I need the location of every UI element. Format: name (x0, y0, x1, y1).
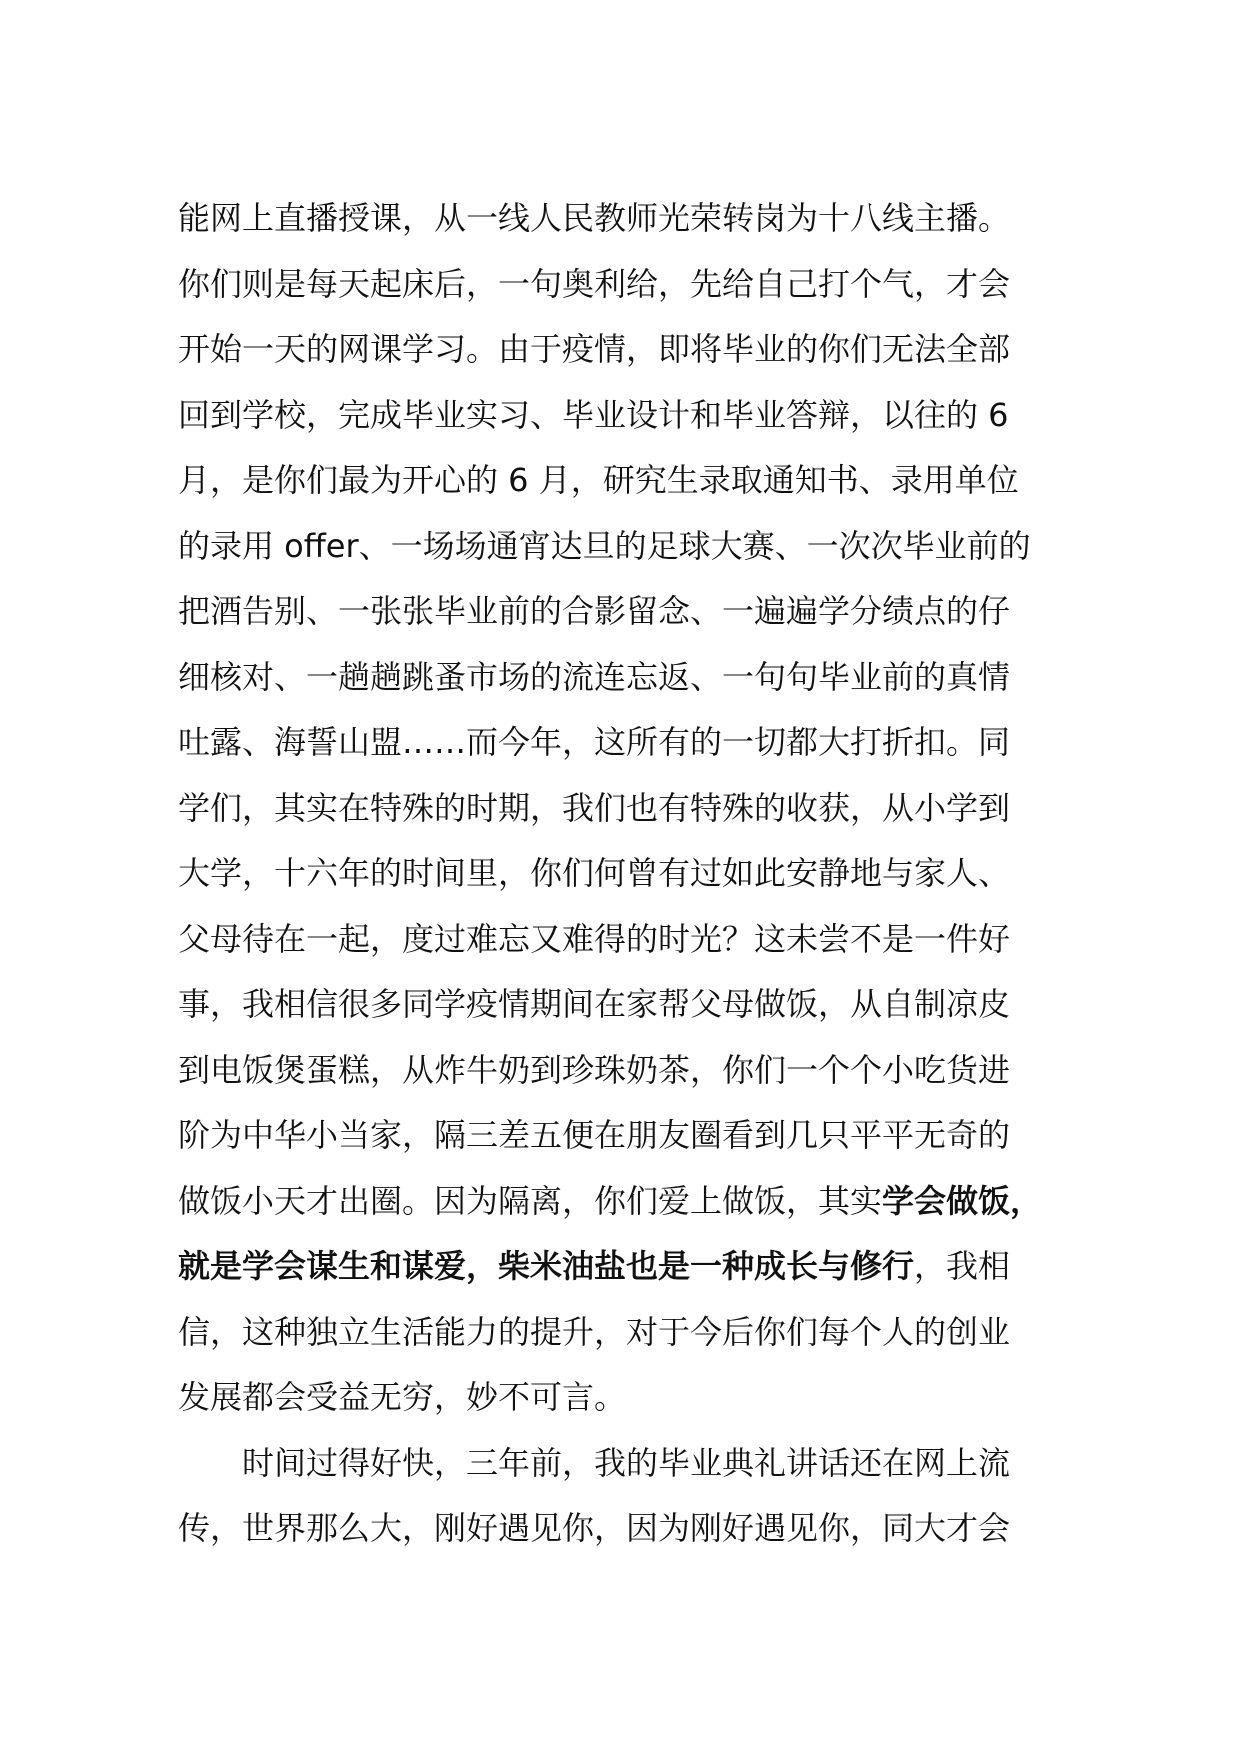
paragraph-line: 大学，十六年的时间里，你们何曾有过如此安静地与家人、 (178, 854, 1011, 892)
normal-text: ，我相 (914, 1247, 1011, 1285)
paragraph-line: 能网上直播授课，从一线人民教师光荣转岗为十八线主播。 (178, 199, 1011, 237)
paragraph-line: 学们，其实在特殊的时期，我们也有特殊的收获，从小学到 (178, 788, 1011, 827)
paragraph-line-mixed (178, 1234, 1098, 1300)
paragraph-line: 开始一天的网课学习。由于疫情，即将毕业的你们无法全部 (178, 330, 1011, 368)
paragraph-line: 你们则是每天起床后，一句奥利给，先给自己打个气，才会 (178, 264, 1011, 303)
normal-text: 做饭小天才出圈。因为隔离，你们爱上做饭，其实 (178, 1181, 883, 1220)
paragraph-line: 信，这种独立生活能力的提升，对于今后你们每个人的创业 (178, 1312, 1011, 1351)
paragraph-line: 吐露、海誓山盟……而今年，这所有的一切都大打折扣。同 (178, 723, 1011, 761)
paragraph-line: 到电饭煲蛋糕，从炸牛奶到珍珠奶茶，你们一个个小吃货进 (178, 1050, 1011, 1089)
paragraph-line: 把酒告别、一张张毕业前的合影留念、一遍遍学分绩点的仔 (178, 592, 1011, 630)
paragraph-line: 回到学校，完成毕业实习、毕业设计和毕业答辩，以往的 6 (178, 395, 1009, 434)
paragraph-line: 月，是你们最为开心的 6 月，研究生录取通知书、录用单位 (178, 461, 1019, 499)
paragraph-line: 传，世界那么大，刚好遇见你，因为刚好遇见你，同大才会 (178, 1509, 1011, 1547)
document-body (178, 186, 1098, 1562)
paragraph-line: 阶为中华小当家，隔三差五便在朋友圈看到几只平平无奇的 (178, 1116, 1011, 1154)
paragraph-line: 的录用 offer、一场场通宵达旦的足球大赛、一次次毕业前的 (178, 526, 1031, 565)
bold-text: 就是学会谋生和谋爱，柴米油盐也是一种成长与修行 (178, 1247, 915, 1285)
paragraph-line: 父母待在一起，度过难忘又难得的时光？这未尝不是一件好 (178, 919, 1011, 958)
paragraph-first-line: 时间过得好快，三年前，我的毕业典礼讲话还在网上流 (242, 1443, 1011, 1482)
paragraph-line: 事，我相信很多同学疫情期间在家帮父母做饭，从自制凉皮 (178, 985, 1011, 1023)
bold-text: 学会做饭， (882, 1181, 1043, 1220)
paragraph-line-mixed (178, 1169, 1098, 1235)
paragraph-line: 发展都会受益无穷，妙不可言。 (178, 1378, 627, 1416)
paragraph-line: 细核对、一趟趟跳蚤市场的流连忘返、一句句毕业前的真情 (178, 657, 1011, 696)
